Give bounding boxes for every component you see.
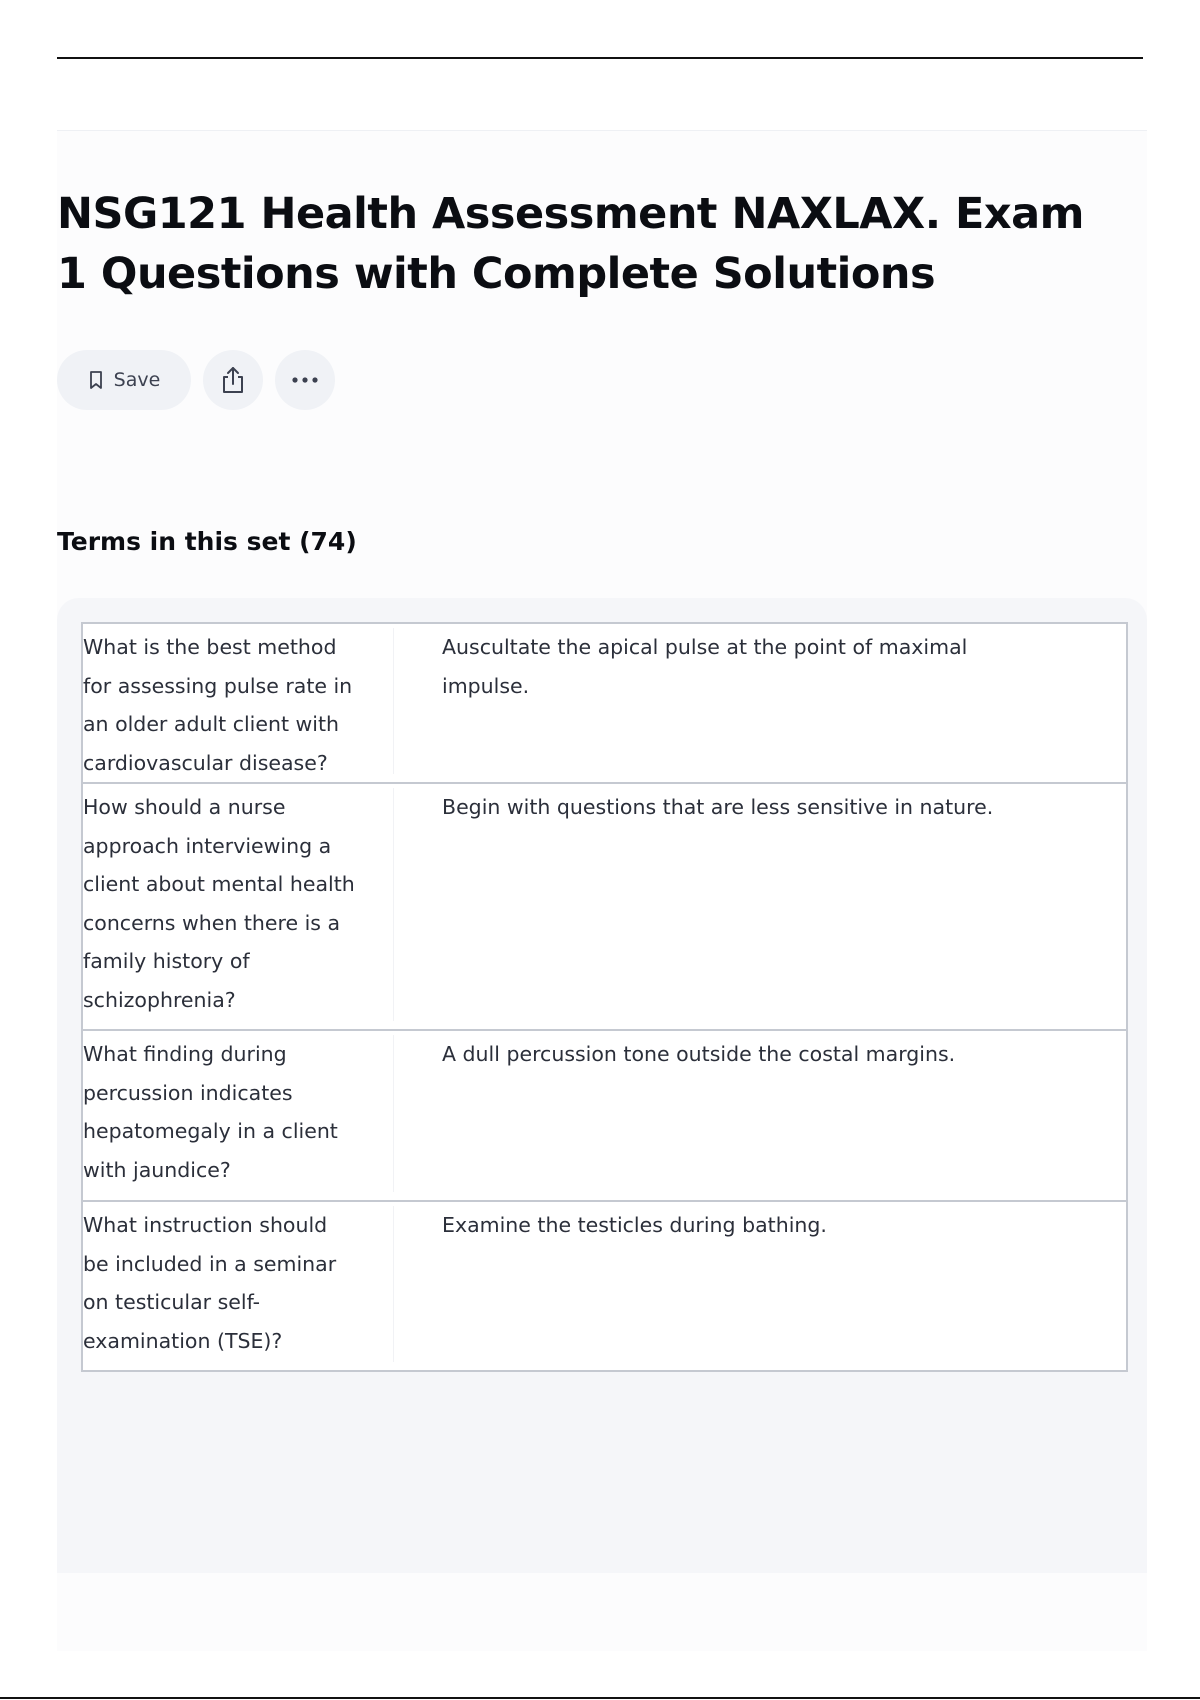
term-question: How should a nurse approach interviewing a client about mental health concerns when there is a family history of schizophrenia? xyxy=(83,788,394,1021)
term-answer: Begin with questions that are less sensitive in nature. xyxy=(442,795,994,819)
top-divider xyxy=(57,57,1143,59)
page-title: NSG121 Health Assessment NAXLAX. Exam 1 Questions with Complete Solutions xyxy=(57,189,1084,299)
term-question: What finding during percussion indicates hepatomegaly in a client with jaundice? xyxy=(83,1035,394,1192)
term-row xyxy=(83,1200,1126,1370)
bookmark-icon xyxy=(88,370,104,390)
save-button[interactable] xyxy=(57,350,191,410)
term-answer: Auscultate the apical pulse at the point of maximal impulse. xyxy=(442,635,968,698)
terms-heading: Terms in this set (74) xyxy=(57,527,357,556)
more-icon xyxy=(290,376,320,384)
term-answer: A dull percussion tone outside the costal margins. xyxy=(442,1042,956,1066)
term-row xyxy=(83,624,1126,782)
action-bar xyxy=(57,350,335,410)
term-row xyxy=(83,782,1126,1029)
term-question: What instruction should be included in a seminar on testicular self- examination (TSE)? xyxy=(83,1206,394,1362)
term-answer: Examine the testicles during bathing. xyxy=(442,1213,827,1237)
more-options-button[interactable] xyxy=(275,350,335,410)
share-button[interactable] xyxy=(203,350,263,410)
share-icon xyxy=(220,365,246,395)
save-label: Save xyxy=(113,369,161,391)
term-row xyxy=(83,1029,1126,1200)
bottom-divider xyxy=(0,1697,1200,1699)
term-question: What is the best method for assessing pulse rate in an older adult client with cardiovascular disease? xyxy=(83,628,394,774)
terms-table xyxy=(81,622,1128,1372)
